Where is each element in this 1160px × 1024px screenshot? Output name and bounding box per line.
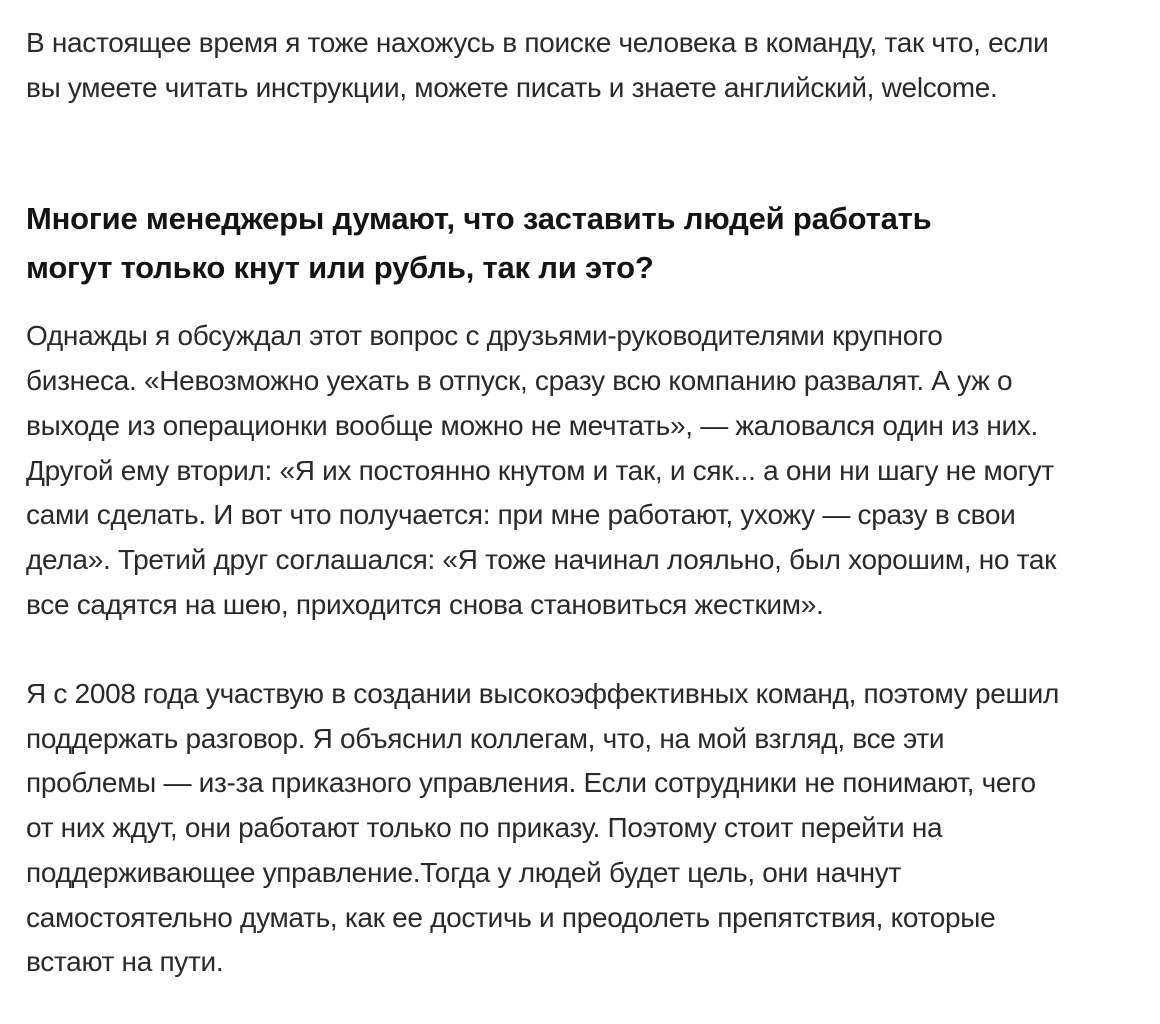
text-line: поддерживающее управление.Тогда у людей будет цель, они начнут xyxy=(26,856,902,888)
paragraph-supportive-management xyxy=(26,672,1136,985)
paragraph-managers-discussion xyxy=(26,314,1136,627)
text-line: В настоящее время я тоже нахожусь в поиске человека в команду, так что, если xyxy=(26,27,1049,58)
text-line: вы умеете читать инструкции, можете писать и знаете английский, welcome. xyxy=(26,71,998,103)
text-line: проблемы — из-за приказного управления. Если сотрудники не понимают, чего xyxy=(26,767,1036,799)
text-line: все садятся на шею, приходится снова становиться жестким». xyxy=(26,588,824,620)
text-line: Я с 2008 года участвую в создании высокоэффективных команд, поэтому решил xyxy=(26,678,1060,710)
text-line: от них ждут, они работают только по приказу. Поэтому стоит перейти на xyxy=(26,812,943,844)
text-line: сами сделать. И вот что получается: при мне работают, ухожу — сразу в свои xyxy=(26,499,1016,531)
text-line: выходе из операционки вообще можно не мечтать», — жаловался один из них. xyxy=(26,409,1039,441)
text-line: бизнеса. «Невозможно уехать в отпуск, сразу всю компанию развалят. А уж о xyxy=(26,365,1013,397)
text-line: поддержать разговор. Я объяснил коллегам, что, на мой взгляд, все эти xyxy=(26,722,945,754)
heading-line: могут только кнут или рубль, так ли это? xyxy=(26,250,654,286)
article-body xyxy=(26,0,1136,985)
intro-paragraph xyxy=(26,21,1136,110)
text-line: встают на пути. xyxy=(26,946,224,978)
text-line: Однажды я обсуждал этот вопрос с друзьями-руководителями крупного xyxy=(26,320,943,352)
text-line: самостоятельно думать, как ее достичь и преодолеть препятствия, которые xyxy=(26,901,996,933)
heading-line: Многие менеджеры думают, что заставить людей работать xyxy=(26,201,932,237)
section-heading xyxy=(26,194,1136,292)
text-line: дела». Третий друг соглашался: «Я тоже начинал лояльно, был хорошим, но так xyxy=(26,543,1057,575)
text-line: Другой ему вторил: «Я их постоянно кнутом и так, и сяк... а они ни шагу не могут xyxy=(26,454,1054,486)
